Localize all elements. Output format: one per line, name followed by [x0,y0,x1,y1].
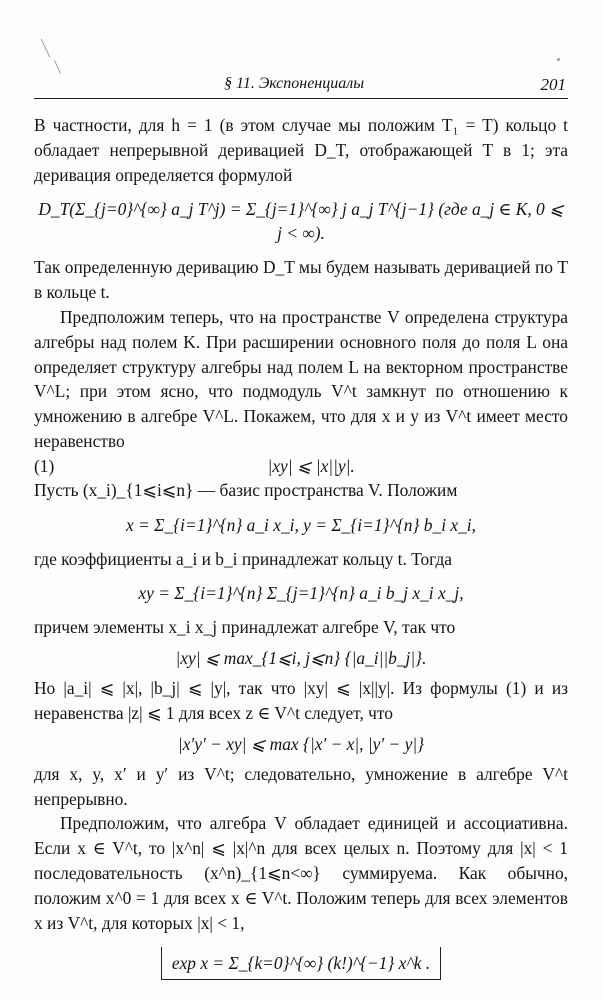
running-header [34,74,568,99]
formula-continuity: |x′y′ − xy| ⩽ max {|x′ − x|, |y′ − y|} [177,733,425,754]
page-body [34,113,568,986]
paragraph: Пусть (x_i)_{1⩽i⩽n} — базис пространства V. Положим [34,479,458,500]
paragraph: где коэффициенты a_i и b_i принадлежат кольцу t. Тогда [34,548,453,569]
formula-exp-boxed: exp x = Σ_{k=0}^{∞} (k!)^{−1} x^k . [161,947,441,980]
paragraph: Предположим, что алгебра V обладает единицей и ассоциативна. Если x ∈ V^t, то |x^n| ⩽ |x|^n для всех целых n. Поэтому для |x| < 1 последовательность (x^n)_{1⩽n<∞} суммируема. Как обычно, положим x^0 = 1 для всех x ∈ V^t. Положим теперь для всех элементов x из V^t, для которых |x| < 1, [34,813,568,933]
scan-dot [557,58,560,61]
paragraph: для x, y, x′ и y′ из V^t; следовательно, умножение в алгебре V^t непрерывно. [34,763,568,809]
formula-basis-expansion: x = Σ_{i=1}^{n} a_i x_i, y = Σ_{i=1}^{n} b_i x_i, [126,514,476,535]
formula-max-bound: |xy| ⩽ max_{1⩽i, j⩽n} {|a_i||b_j|}. [175,648,427,669]
numbered-formula [34,454,568,478]
equation-label: (1) [34,455,55,476]
paragraph: Так определенную деривацию D_T мы будем называть деривацией по T в кольце t. [34,257,568,303]
paragraph: Но |a_i| ⩽ |x|, |b_j| ⩽ |y|, так что |xy| ⩽ |x||y|. Из формулы (1) и из неравенства |z| ⩽ 1 для всех z ∈ V^t следует, что [34,678,568,723]
paragraph: Предположим теперь, что на пространстве V определена структура алгебры над полем K. При расширении основного поля до поля L она определяет структуру алгебры над полем L на векторном пространстве V^L; при этом ясно, что подмодуль V^t замкнут по отношению к умножению в алгебре V^L. Покажем, что для x и y из V^t имеет место неравенство [34,306,568,451]
formula-inequality: |xy| ⩽ |x||y|. [267,455,355,476]
formula-exp-container [34,945,568,980]
scan-mark [54,60,61,73]
page-number: 201 [540,75,566,94]
header-title: § 11. Экспоненциалы [224,75,365,92]
formula-derivation: D_T(Σ_{j=0}^{∞} a_j T^j) = Σ_{j=1}^{∞} j a_j T^{j−1} (где a_j ∈ K, 0 ⩽ j < ∞). [38,199,564,244]
formula-product: xy = Σ_{i=1}^{n} Σ_{j=1}^{n} a_i b_j x_i x_j, [138,583,464,604]
paragraph: В частности, для h = 1 (в этом случае мы положим T₁ = T) кольцо t обладает непрерывной деривацией D_T, отображающей T в 1; эта деривация определяется формулой [34,115,568,185]
scan-mark [41,39,50,58]
paragraph: причем элементы x_i x_j принадлежат алгебре V, так что [34,617,456,638]
